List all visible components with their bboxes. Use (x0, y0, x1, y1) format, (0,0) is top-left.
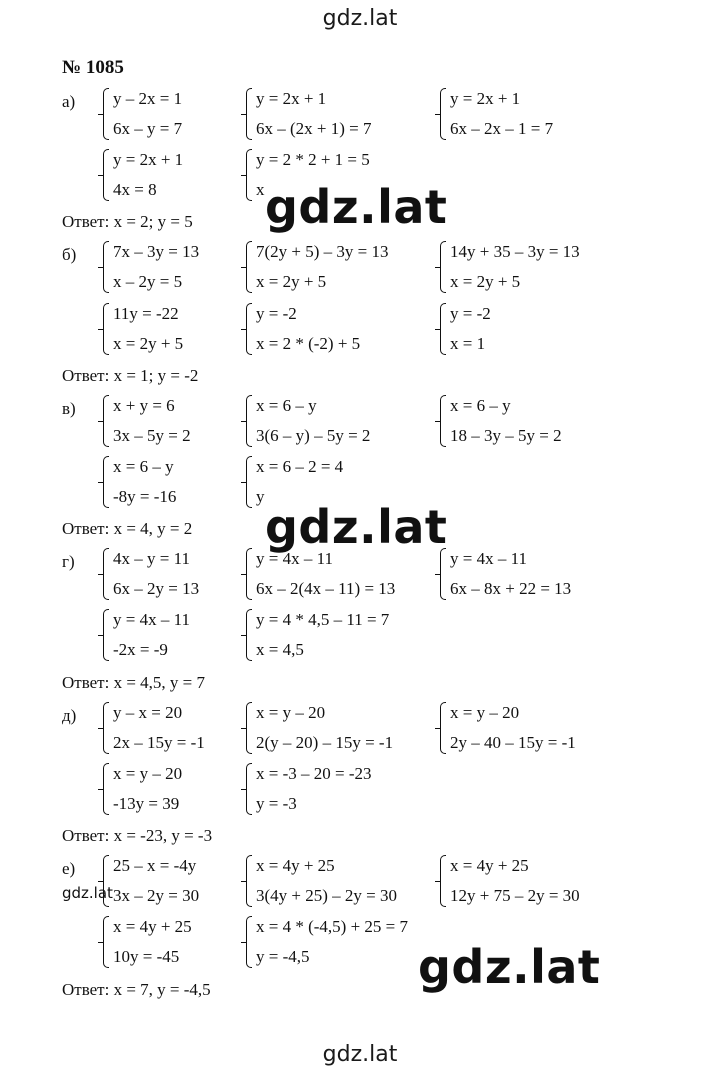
watermark-top: gdz.lat (322, 6, 398, 31)
system: y = 4 * 4,5 – 11 = 7 x = 4,5 (246, 605, 389, 665)
system: x = 6 – y -8y = -16 (103, 452, 176, 512)
answer-e: Ответ: x = 7, y = -4,5 (62, 980, 211, 999)
system: y = 2 * 2 + 1 = 5 x (246, 145, 370, 205)
system: y – x = 20 2x – 15y = -1 (103, 698, 205, 758)
answer-v: Ответ: x = 4, y = 2 (62, 519, 193, 538)
system: y = 4x – 11 -2x = -9 (103, 605, 190, 665)
system: x = y – 20 2(y – 20) – 15y = -1 (246, 698, 393, 758)
answer-g: Ответ: x = 4,5, y = 7 (62, 673, 206, 692)
system: x = y – 20 -13y = 39 (103, 759, 182, 819)
part-label-v: в) (62, 399, 76, 418)
system: y = 4x – 11 6x – 2(4x – 11) = 13 (246, 544, 395, 604)
system: x = 4y + 25 10y = -45 (103, 912, 192, 972)
system: 4x – y = 11 6x – 2y = 13 (103, 544, 199, 604)
problem-title: № 1085 (62, 57, 124, 78)
system: y = 2x + 1 4x = 8 (103, 145, 183, 205)
system: 7(2y + 5) – 3y = 13 x = 2y + 5 (246, 237, 389, 297)
watermark-logo: gdz.lat (265, 500, 448, 554)
answer-a: Ответ: x = 2; y = 5 (62, 212, 193, 231)
part-label-e: е) (62, 859, 76, 878)
system: x = -3 – 20 = -23 y = -3 (246, 759, 372, 819)
part-label-d: д) (62, 706, 77, 725)
system: y = 2x + 1 6x – 2x – 1 = 7 (440, 84, 553, 144)
answer-b: Ответ: x = 1; y = -2 (62, 366, 199, 385)
system: x = 4y + 25 12y + 75 – 2y = 30 (440, 851, 580, 911)
part-label-g: г) (62, 552, 75, 571)
watermark-logo: gdz.lat (418, 940, 601, 994)
system: x = 6 – 2 = 4 y (246, 452, 343, 512)
system: 11y = -22 x = 2y + 5 (103, 299, 183, 359)
part-label-b: б) (62, 245, 77, 264)
system: y = 2x + 1 6x – (2x + 1) = 7 (246, 84, 372, 144)
answer-d: Ответ: x = -23, y = -3 (62, 826, 213, 845)
system: 7x – 3y = 13 x – 2y = 5 (103, 237, 199, 297)
system: x = y – 20 2y – 40 – 15y = -1 (440, 698, 576, 758)
system: y – 2x = 1 6x – y = 7 (103, 84, 182, 144)
system: y = 4x – 11 6x – 8x + 22 = 13 (440, 544, 571, 604)
watermark-small: gdz.lat (62, 884, 113, 902)
part-label-a: а) (62, 92, 76, 111)
watermark-logo: gdz.lat (265, 180, 448, 234)
system: x + y = 6 3x – 5y = 2 (103, 391, 191, 451)
system: y = -2 x = 1 (440, 299, 491, 359)
system: x = 4y + 25 3(4y + 25) – 2y = 30 (246, 851, 397, 911)
system: x = 6 – y 3(6 – y) – 5y = 2 (246, 391, 370, 451)
watermark-bottom: gdz.lat (322, 1042, 398, 1067)
system: 14y + 35 – 3y = 13 x = 2y + 5 (440, 237, 580, 297)
system: y = -2 x = 2 * (-2) + 5 (246, 299, 360, 359)
system: 25 – x = -4y 3x – 2y = 30 (103, 851, 199, 911)
system: x = 6 – y 18 – 3y – 5y = 2 (440, 391, 562, 451)
system: x = 4 * (-4,5) + 25 = 7 y = -4,5 (246, 912, 408, 972)
